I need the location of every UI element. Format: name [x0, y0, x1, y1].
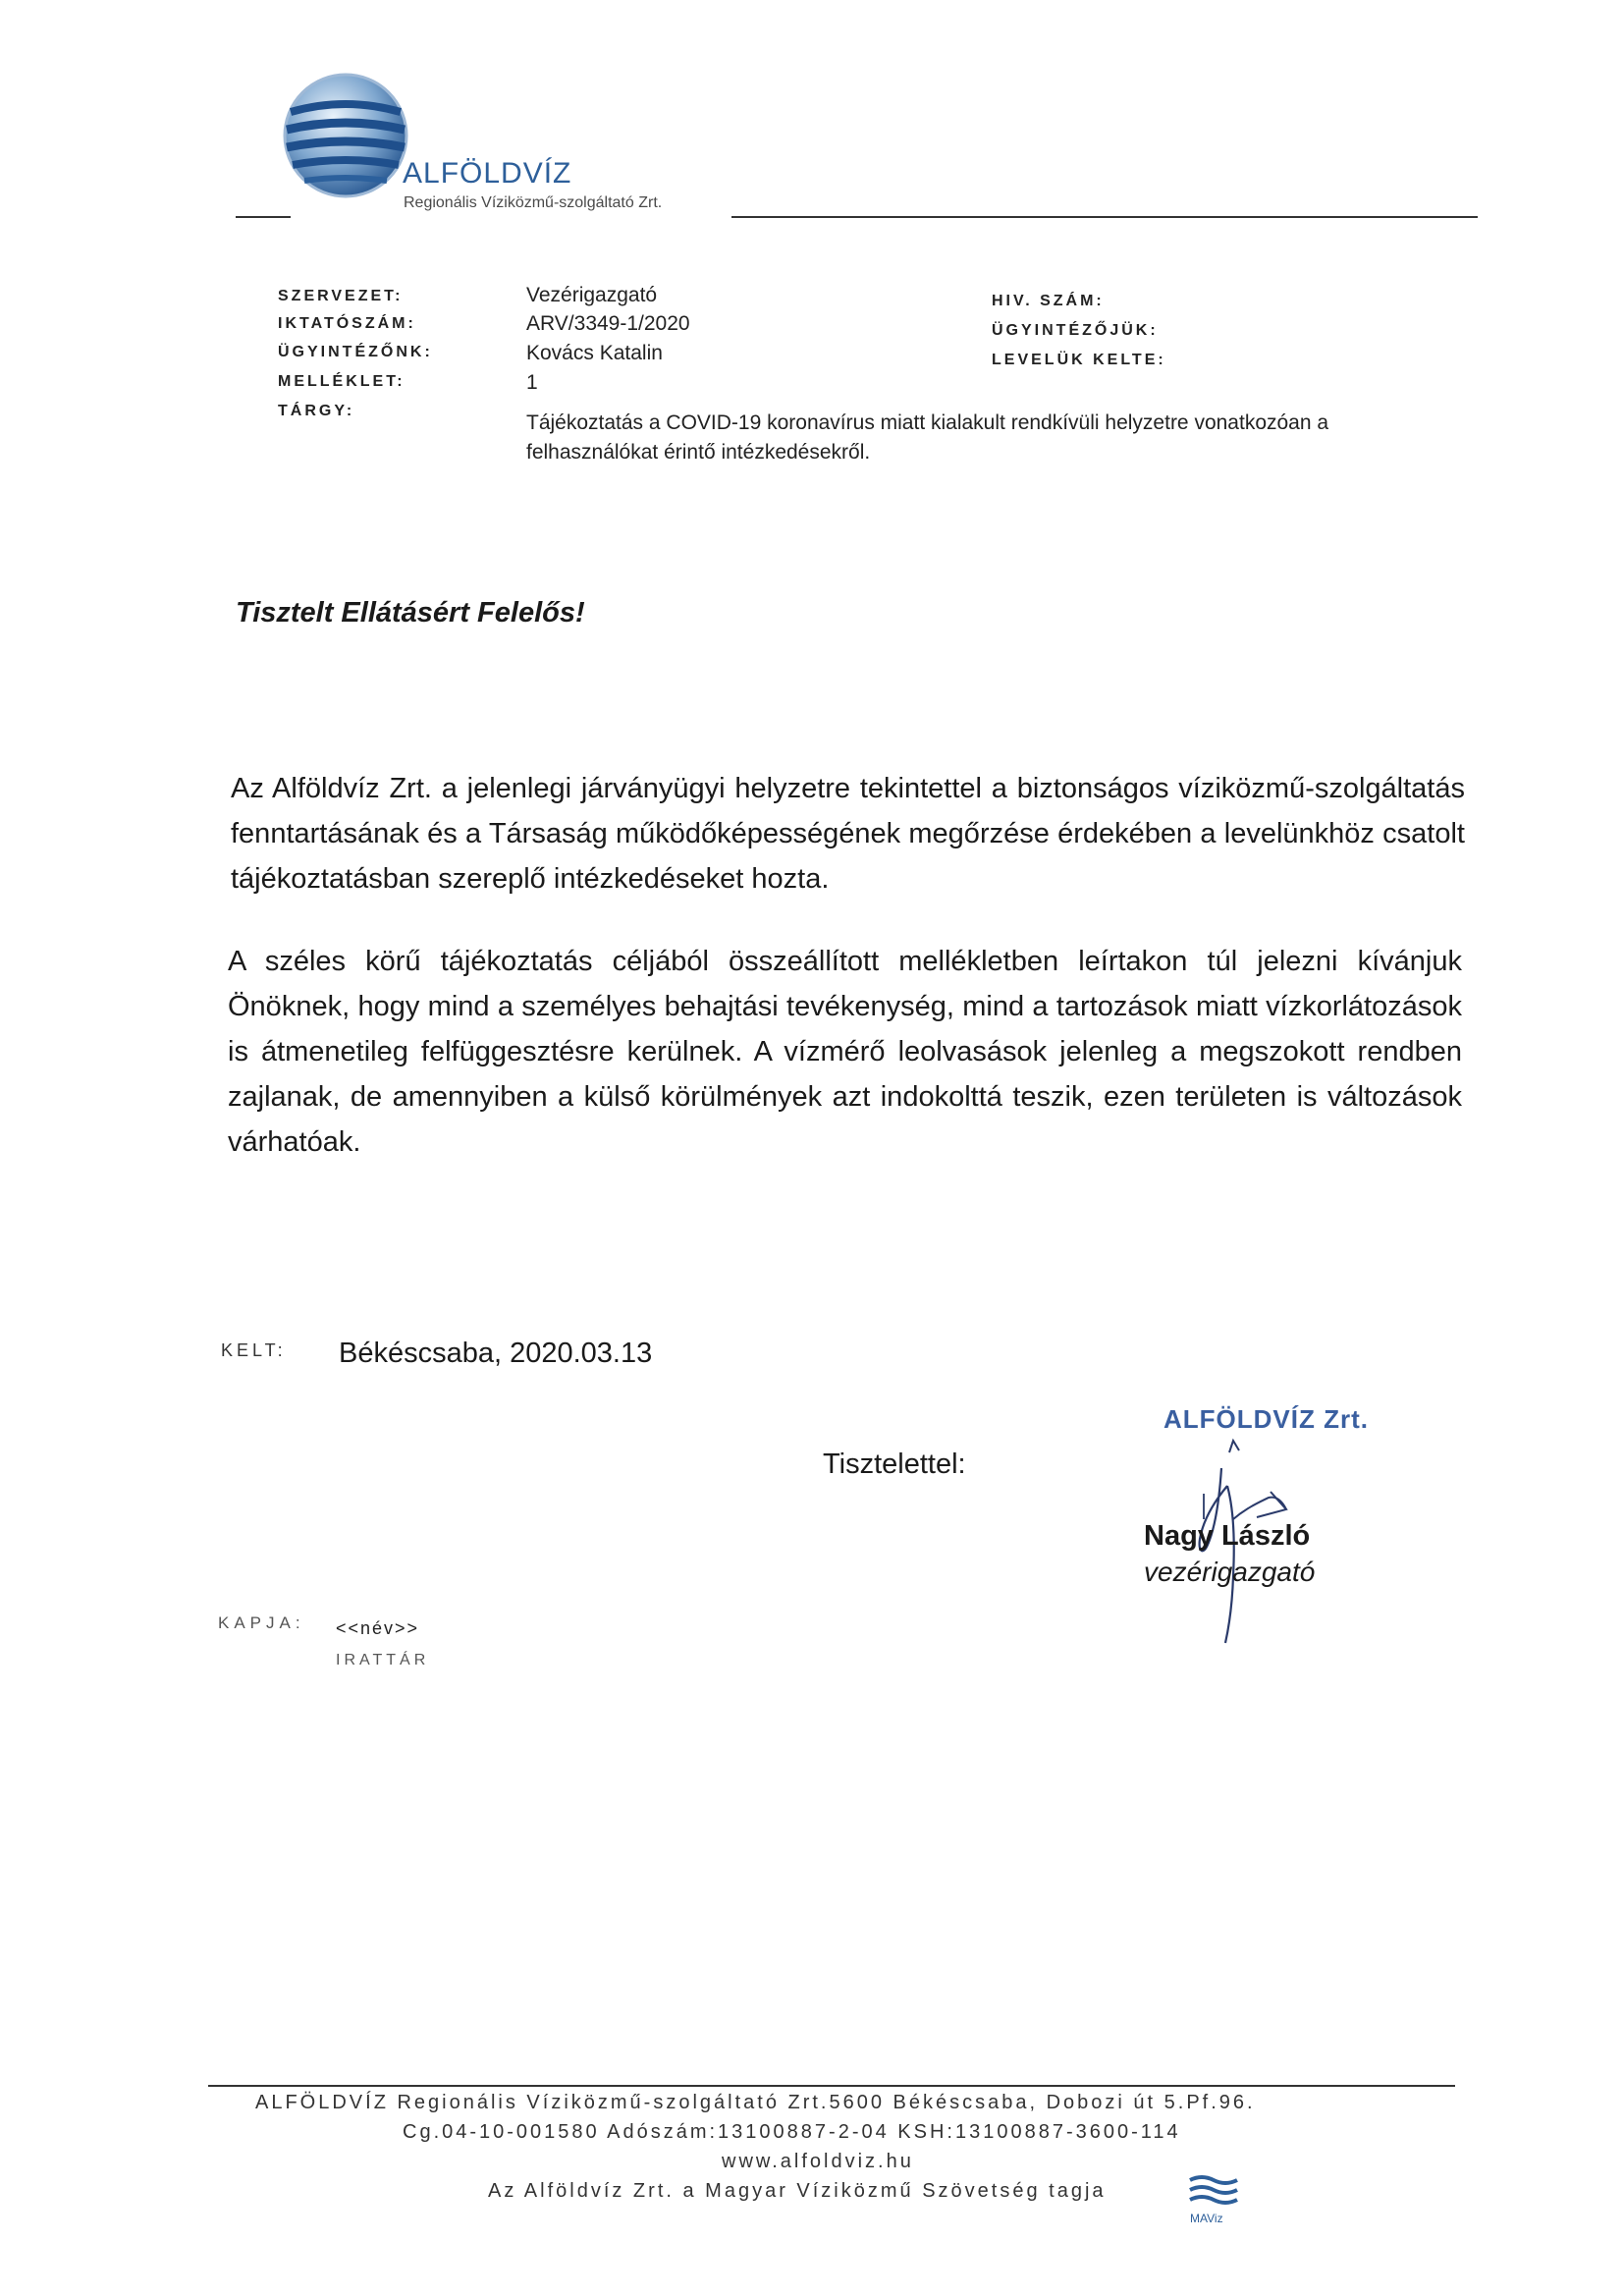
footer-membership: Az Alföldvíz Zrt. a Magyar Víziközmű Szövetség tagja [488, 2180, 1107, 2202]
szervezet-label: SZERVEZET: [278, 288, 404, 304]
targy-value: Tájékoztatás a COVID-19 koronavírus miatt kialakult rendkívüli helyzetre vonatkozóan a felhasználókat érintő intézkedésekről. [526, 411, 1329, 464]
ugyintezonk-value: Kovács Katalin [526, 342, 663, 364]
body-paragraph-2: A széles körű tájékoztatás céljából összeállított mellékletben leírtakon túl jelezni kívánjuk Önöknek, hogy mind a személyes behajtási tevékenység, mind a tartozások miatt vízkorlátozások is átmenetileg felfüggesztésre kerülnek. A vízmérő leolvasások jelenleg a megszokott rendben zajlanak, de amennyiben a külső körülmények azt indokolttá teszik, ezen területen is változások várhatóak. [228, 946, 1462, 1158]
melleklet-label: MELLÉKLET: [278, 373, 406, 390]
melleklet-value: 1 [526, 371, 538, 394]
iktatoszam-value: ARV/3349-1/2020 [526, 312, 690, 335]
footer-website: www.alfoldviz.hu [722, 2151, 914, 2172]
mavi-text: MAViz [1190, 2212, 1223, 2225]
hiv-szam-label: HIV. SZÁM: [992, 293, 1105, 309]
company-subtitle: Regionális Víziközmű-szolgáltató Zrt. [404, 194, 663, 211]
targy-label: TÁRGY: [278, 403, 355, 419]
company-stamp: ALFÖLDVÍZ Zrt. [1163, 1404, 1369, 1434]
szervezet-value: Vezérigazgató [526, 284, 658, 306]
kelt-value: Békéscsaba, 2020.03.13 [339, 1338, 653, 1369]
header-rule-left [236, 216, 291, 218]
signer-title: vezérigazgató [1144, 1557, 1316, 1587]
archive-label: IRATTÁR [336, 1652, 430, 1668]
company-name: ALFÖLDVÍZ [403, 157, 572, 190]
ugyintezonk-label: ÜGYINTÉZŐNK: [278, 344, 433, 360]
iktatoszam-label: IKTATÓSZÁM: [278, 315, 416, 332]
body-paragraph-1: Az Alföldvíz Zrt. a jelenlegi járványügyi helyzetre tekintettel a biztonságos víziközmű-szolgáltatás fenntartásának és a Társaság működőképességének megőrzése érdekében a levelünkhöz csatolt tájékoztatásban szereplő intézkedéseket hozta. [231, 773, 1465, 895]
leveluk-kelte-label: LEVELÜK KELTE: [992, 352, 1166, 368]
signer-name: Nagy László [1144, 1520, 1311, 1552]
header-rule-right [731, 216, 1478, 218]
ugyintezojuk-label: ÜGYINTÉZŐJÜK: [992, 322, 1159, 339]
kapja-label: KAPJA: [218, 1613, 305, 1632]
footer-address: ALFÖLDVÍZ Regionális Víziközmű-szolgáltató Zrt.5600 Békéscsaba, Dobozi út 5.Pf.96. [255, 2092, 1256, 2113]
kelt-label: KELT: [221, 1340, 287, 1360]
water-globe-icon [277, 67, 414, 204]
salutation: Tisztelt Ellátásért Felelős! [236, 597, 585, 629]
footer-registration: Cg.04-10-001580 Adószám:13100887-2-04 KSH:13100887-3600-114 [403, 2121, 1181, 2143]
closing-regards: Tisztelettel: [823, 1449, 966, 1480]
footer-rule [208, 2085, 1455, 2087]
recipient-placeholder: <<név>> [336, 1618, 420, 1638]
